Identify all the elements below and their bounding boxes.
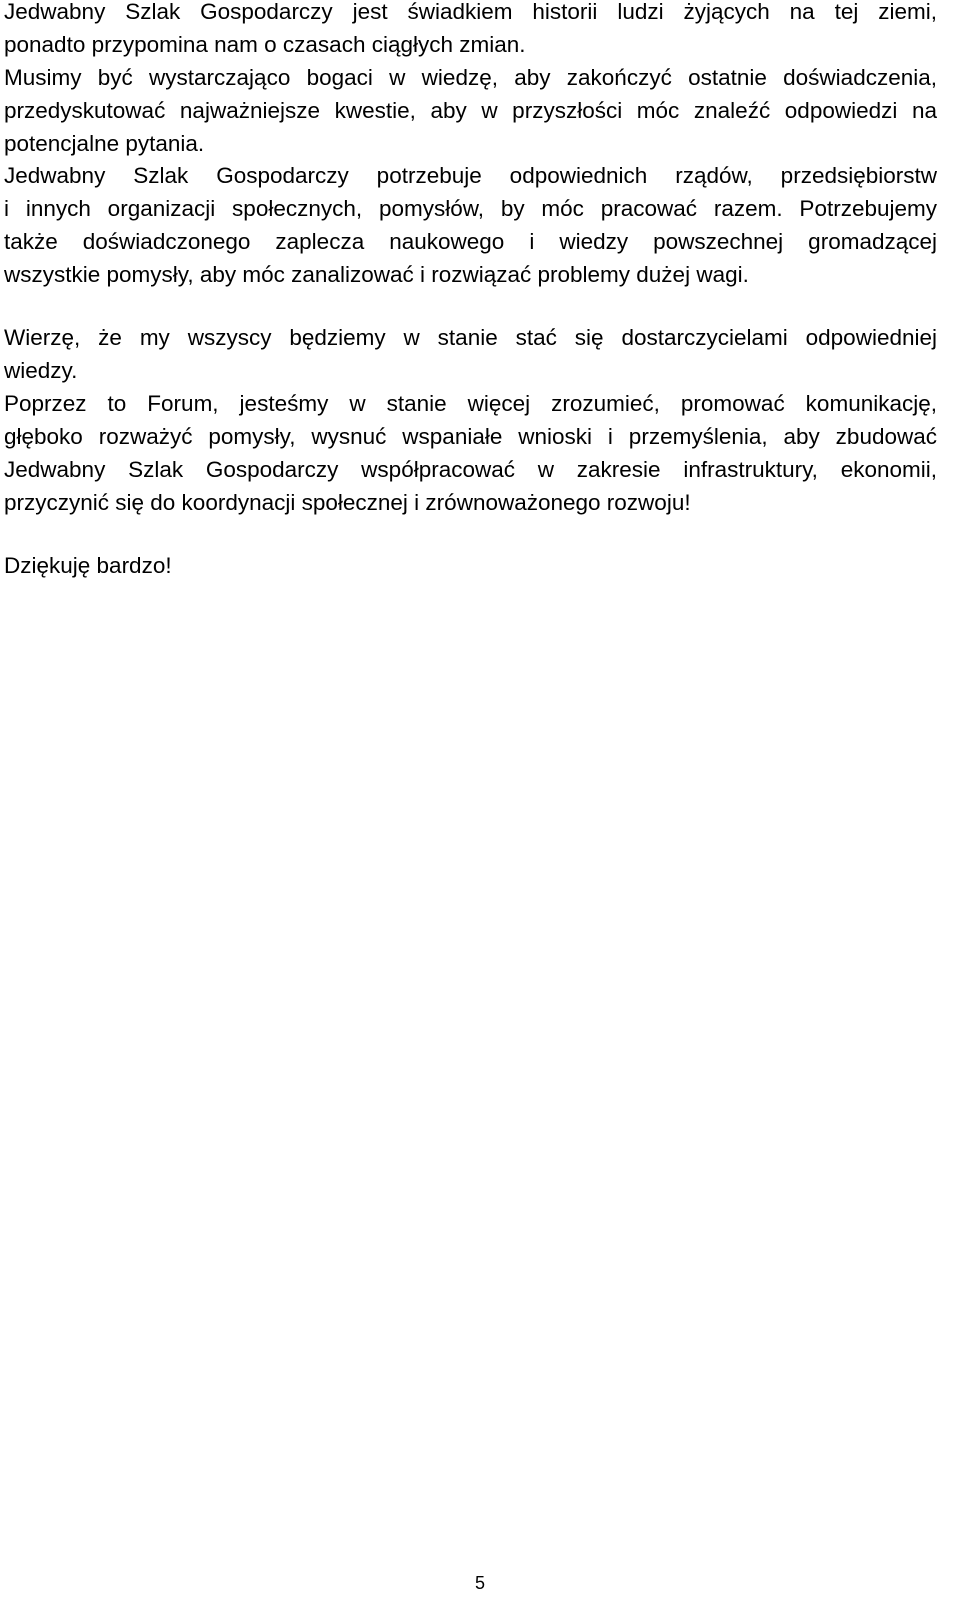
paragraph-5-line-2: głęboko rozważyć pomysły, wysnuć wspaniałe wnioski i przemyślenia, aby zbudować — [4, 424, 937, 449]
paragraph-5-line-4: przyczynić się do koordynacji społecznej i zrównoważonego rozwoju! — [4, 490, 691, 515]
paragraph-4-line-1: Wierzę, że my wszyscy będziemy w stanie stać się dostarczycielami odpowiedniej — [4, 325, 937, 350]
paragraph-2-line-2: przedyskutować najważniejsze kwestie, aby w przyszłości móc znaleźć odpowiedzi na — [4, 98, 937, 123]
paragraph-1-line-1: Jedwabny Szlak Gospodarczy jest świadkiem historii ludzi żyjących na tej ziemi, — [4, 0, 937, 24]
paragraph-1-line-2: ponadto przypomina nam o czasach ciągłych zmian. — [4, 32, 526, 57]
paragraph-2-line-1: Musimy być wystarczająco bogaci w wiedzę, aby zakończyć ostatnie doświadczenia, — [4, 65, 937, 90]
page-number: 5 — [474, 1573, 485, 1593]
paragraph-3-line-3: także doświadczonego zaplecza naukowego i wiedzy powszechnej gromadzącej — [4, 229, 937, 254]
paragraph-2-line-3: potencjalne pytania. — [4, 131, 205, 156]
paragraph-4-line-2: wiedzy. — [4, 358, 78, 383]
paragraph-3-line-2: i innych organizacji społecznych, pomysłów, by móc pracować razem. Potrzebujemy — [4, 196, 937, 221]
paragraph-3-line-4: wszystkie pomysły, aby móc zanalizować i rozwiązać problemy dużej wagi. — [4, 262, 749, 287]
paragraph-5-line-1: Poprzez to Forum, jesteśmy w stanie więcej zrozumieć, promować komunikację, — [4, 391, 937, 416]
paragraph-5-line-3: Jedwabny Szlak Gospodarczy współpracować w zakresie infrastruktury, ekonomii, — [4, 457, 937, 482]
closing-line: Dziękuję bardzo! — [4, 553, 172, 578]
paragraph-3-line-1: Jedwabny Szlak Gospodarczy potrzebuje odpowiednich rządów, przedsiębiorstw — [4, 163, 937, 188]
